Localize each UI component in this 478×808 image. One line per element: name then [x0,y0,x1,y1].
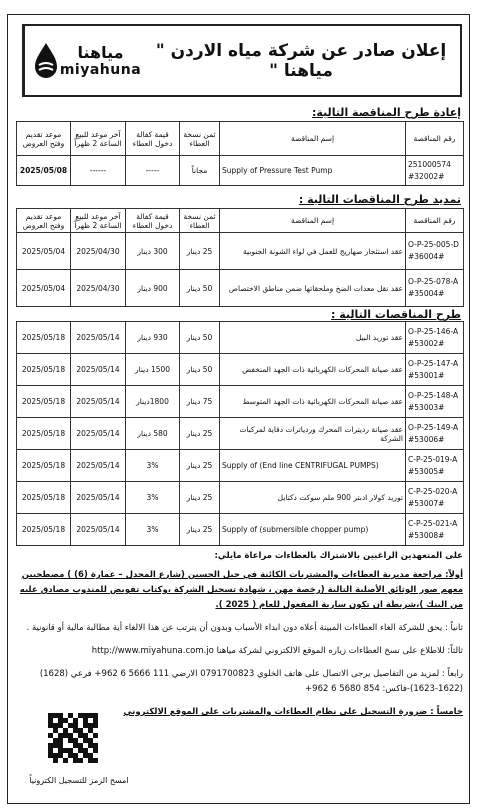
tender-name: عقد صيانة المحركات الكهربائية ذات الجهد المنخفض [220,354,406,386]
tender-number: C-P-25-019-A #53005# [406,450,464,482]
tender-number: C-P-25-021-A #53008# [406,514,464,546]
tender-name: عقد استئجار صهاريج للعمل في لواء الشونة الجنوبية [220,233,406,270]
section-new-heading: طرح المناقصات التالية : [331,308,461,321]
table-row [17,233,464,270]
tender-sale-deadline: ------ [71,156,126,186]
table-header: رقم المناقصة [406,122,464,156]
tender-sale-deadline: 2025/05/14 [71,418,126,450]
tender-open-date: 2025/05/18 [17,514,71,546]
registration-qr-code[interactable] [48,713,98,763]
tender-name: توريد كولار ادبتر 900 ملم سوكت دكتايل [220,482,406,514]
tender-open-date: 2025/05/18 [17,450,71,482]
instructions [16,549,463,728]
tender-number: 251000574 #32002# [406,156,464,186]
tender-sale-deadline: 2025/04/30 [71,270,126,307]
tender-sale-deadline: 2025/05/14 [71,322,126,354]
tender-bond: 300 دينار [126,233,180,270]
table-header: آخر موعد للبيع الساعة 2 ظهراً [71,209,126,233]
water-drop-icon [32,41,60,81]
tender-bond: ----- [126,156,180,186]
tender-open-date: 2025/05/04 [17,270,71,307]
table-header: موعد تقديم وفتح العروض [17,122,71,156]
table-row [17,270,464,307]
tender-number: O-P-25-149-A #53006# [406,418,464,450]
tender-name: عقد صيانة رديترات المحرك وردياترات دفاية لمركبات الشركة [220,418,406,450]
tender-name: عقد صيانة المحركات الكهربائية ذات الجهد المتوسط [220,386,406,418]
tender-open-date: 2025/05/18 [17,322,71,354]
table-row [17,386,464,418]
tender-bond: 3% [126,514,180,546]
table-header: موعد تقديم وفتح العروض [17,209,71,233]
logo-english-text: miyahuna [59,61,142,78]
tender-number: O-P-25-146-A #53002# [406,322,464,354]
table-header: آخر موعد للبيع الساعة 2 ظهراً [71,122,126,156]
tender-sale-deadline: 2025/05/14 [71,386,126,418]
extend-table [16,208,464,307]
tender-number: O-P-25-148-A #53003# [406,386,464,418]
tender-open-date: 2025/05/08 [17,156,71,186]
tender-price: 50 دينار [180,322,220,354]
section-extend-heading: تمديد طرح المناقصات التالية : [298,193,461,206]
tender-bond: 900 دينار [126,270,180,307]
tender-bond: 930 دينار [126,322,180,354]
table-row [17,354,464,386]
tender-name: عقد توريد البيل [220,322,406,354]
announcement-header [22,24,462,97]
tender-sale-deadline: 2025/05/14 [71,450,126,482]
new-tenders-table [16,321,464,546]
announcement-title: إعلان صادر عن شركة مياه الاردن " مياهنا " [155,40,447,81]
tender-name: عقد نقل معدات الضخ وملحقاتها ضمن مناطق الاختصاص [220,270,406,307]
announcement-page [7,14,470,804]
table-header: ثمن نسخة العطاء [180,122,220,156]
reoffer-table [16,121,464,186]
tender-bond: 1500 دينار [126,354,180,386]
instruction-fifth: خامساً : ضرورة التسجيل على نظام العطاءات والمشتريات على الموقع الالكتروني [123,707,463,717]
tender-number: O-P-25-147-A #53001# [406,354,464,386]
tender-bond: 1800دينار [126,386,180,418]
instruction-third: ثالثاً: للاطلاع على نسخ العطاءات زياره الموقع الالكتروني لشركة مياهنا http://www.miyahuna.com.jo [91,646,463,656]
table-row [17,322,464,354]
tender-open-date: 2025/05/18 [17,418,71,450]
tender-open-date: 2025/05/18 [17,482,71,514]
tender-sale-deadline: 2025/04/30 [71,233,126,270]
tender-number: C-P-25-020-A #53007# [406,482,464,514]
qr-caption: امسح الرمز للتسجيل الكترونياً [29,776,129,785]
miyahuna-logo [24,26,142,95]
tender-name: Supply of (End line CENTRIFUGAL PUMPS) [220,450,406,482]
tender-price: 50 دينار [180,270,220,307]
table-header: قيمة كفالة دخول العطاء [126,122,180,156]
table-row [17,482,464,514]
table-row [17,450,464,482]
tender-sale-deadline: 2025/05/14 [71,354,126,386]
tender-price: 25 دينار [180,450,220,482]
tender-number: O-P-25-005-D #36004# [406,233,464,270]
instruction-fourth: رابعاً : لمزيد من التفاصيل يرجى الاتصال على هاتف الخلوي 0791700823 الارضي 111 5666 6 962+ فرعي (1628) (1622-1623)-فاكس: 854 5680 6 962+ [39,669,463,694]
tender-open-date: 2025/05/04 [17,233,71,270]
table-row [17,514,464,546]
tender-price: 50 دينار [180,354,220,386]
table-row [17,156,464,186]
tender-sale-deadline: 2025/05/14 [71,482,126,514]
section-reoffer-heading: إعادة طرح المناقصة التالية: [312,106,461,119]
table-header: إسم المناقصة [220,122,406,156]
tender-price: 75 دينار [180,386,220,418]
tender-bond: 580 دينار [126,418,180,450]
table-header: ثمن نسخة العطاء [180,209,220,233]
tender-open-date: 2025/05/18 [17,354,71,386]
tender-price: 25 دينار [180,233,220,270]
tender-price: 25 دينار [180,514,220,546]
instruction-first: أولاً: مراجعة مديرية العطاءات والمشتريات الكائنة في جبل الحسين (شارع المجدل – عمارة (6) ) مصطحبين معهم صور الوثائق الأصلية التالية (رخصة مهن ، شهادة تسجيل الشركة ،وكتاب تفويض للمندوب مصادق عليه من البنك )،شريطة ان تكون سارية المفعول للعام ( 2025 ). [19,570,463,610]
tender-sale-deadline: 2025/05/14 [71,514,126,546]
instructions-intro: على المتعهدين الراغبين بالاشتراك بالعطاءات مراعاة مايلي: [214,551,463,561]
tender-price: 25 دينار [180,418,220,450]
table-header: رقم المناقصة [406,209,464,233]
table-header: قيمة كفالة دخول العطاء [126,209,180,233]
tender-bond: 3% [126,450,180,482]
tender-name: Supply of (submersible chopper pump) [220,514,406,546]
instruction-second: ثانياً : يحق للشركة الغاء العطاءات المبينة أعلاه دون ابداء الأسباب وبدون أن يترتب عن هذا الالغاء أية مطالبة مالية أو قانونية . [26,623,463,633]
tender-name: Supply of Pressure Test Pump [220,156,406,186]
table-header: إسم المناقصة [220,209,406,233]
tender-bond: 3% [126,482,180,514]
tender-number: O-P-25-078-A #35004# [406,270,464,307]
tender-open-date: 2025/05/18 [17,386,71,418]
tender-price: 25 دينار [180,482,220,514]
logo-arabic-text: مياهنا [77,42,124,62]
table-row [17,418,464,450]
tender-price: مجاناً [180,156,220,186]
